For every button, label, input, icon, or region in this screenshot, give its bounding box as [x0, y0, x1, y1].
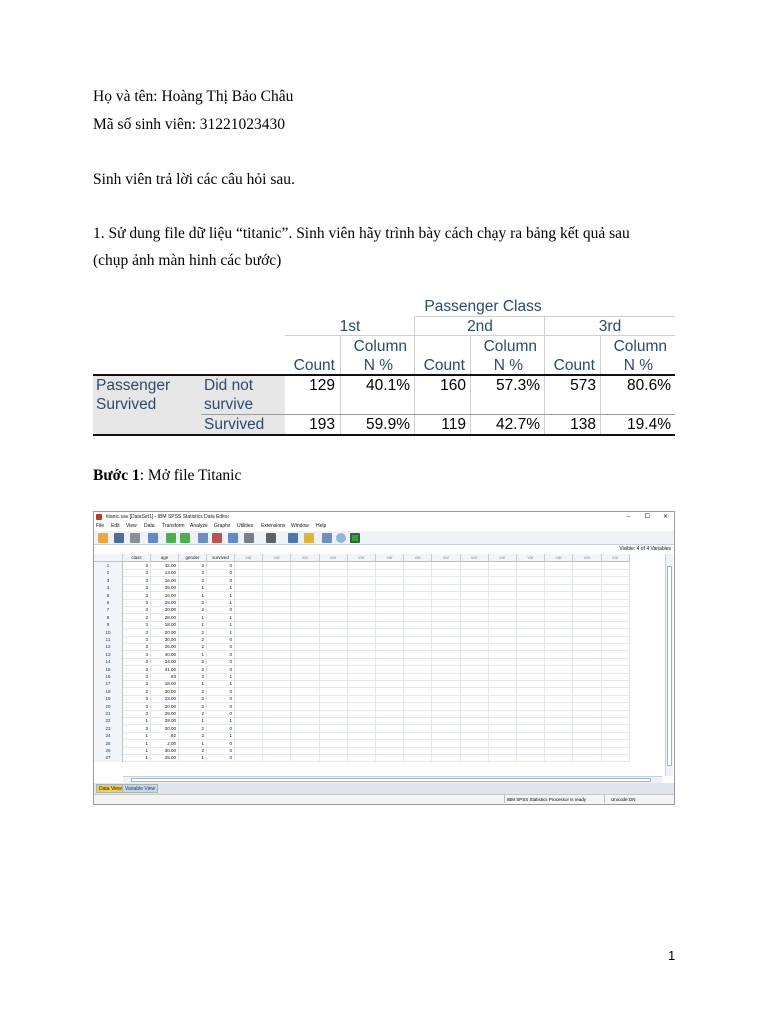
- tab-variable-view[interactable]: Variable View: [122, 784, 158, 793]
- data-cell-age[interactable]: 16.00: [164, 592, 176, 598]
- cell-r1-count-2nd: 160: [440, 377, 466, 394]
- row-number[interactable]: 18: [94, 688, 123, 695]
- data-cell-gender[interactable]: 1: [201, 622, 204, 628]
- row-number[interactable]: 10: [94, 629, 123, 636]
- cell-r2-count-2nd: 119: [441, 416, 466, 433]
- data-cell-gender[interactable]: 1: [201, 592, 204, 598]
- count-header-2: Count: [423, 357, 465, 374]
- status-unicode: Unicode:ON: [611, 797, 636, 802]
- student-name: Họ và tên: Hoàng Thị Bảo Châu: [93, 88, 294, 105]
- colpct-header-3b: N %: [623, 357, 653, 374]
- data-cell-age[interactable]: 30.00: [164, 725, 176, 731]
- column-header-empty-var[interactable]: var: [320, 554, 348, 562]
- variables-icon[interactable]: [228, 533, 238, 543]
- close-icon[interactable]: ✕: [663, 514, 669, 520]
- row-number[interactable]: 1: [94, 562, 123, 569]
- data-cell-gender[interactable]: 2: [201, 644, 204, 650]
- data-cell-gender[interactable]: 1: [201, 651, 204, 657]
- row-number[interactable]: 13: [94, 651, 123, 658]
- split-file-icon[interactable]: [304, 533, 314, 543]
- use-sets-icon[interactable]: [350, 533, 360, 543]
- data-cell-survived[interactable]: 1: [229, 629, 232, 635]
- data-cell-age[interactable]: 42.00: [164, 563, 176, 568]
- data-cell-age[interactable]: 26.00: [164, 644, 176, 650]
- data-cell-age[interactable]: 13.00: [164, 570, 176, 576]
- data-cell-class[interactable]: 1: [145, 718, 148, 724]
- column-header-empty-var[interactable]: var: [404, 554, 432, 562]
- data-cell-gender[interactable]: 2: [201, 696, 204, 702]
- data-cell-gender[interactable]: 2: [201, 688, 204, 694]
- row-number[interactable]: 11: [94, 636, 123, 643]
- data-cell-age[interactable]: 20.00: [164, 703, 176, 709]
- menu-graphs[interactable]: Graphs: [214, 523, 231, 529]
- row-var-label-2: Survived: [96, 396, 157, 413]
- data-cell-age[interactable]: 30.00: [164, 688, 176, 694]
- data-cell-survived[interactable]: 0: [229, 696, 232, 702]
- spss-app-icon: [96, 514, 102, 520]
- data-cell-gender[interactable]: 1: [201, 614, 204, 620]
- data-cell-class[interactable]: 3: [145, 703, 148, 709]
- question-1-line-2: (chụp ảnh màn hinh các bước): [93, 252, 282, 269]
- menu-file[interactable]: File: [96, 523, 105, 529]
- data-cell-class[interactable]: 3: [145, 644, 148, 650]
- colpct-header-2a: Column: [483, 338, 537, 355]
- column-header-empty-var[interactable]: var: [573, 554, 601, 562]
- count-header-3: Count: [553, 357, 595, 374]
- data-cell-survived[interactable]: 0: [229, 740, 232, 746]
- row-number[interactable]: 20: [94, 703, 123, 710]
- row-number[interactable]: 23: [94, 725, 123, 732]
- menu-data[interactable]: Data: [144, 523, 155, 529]
- class-2nd-label: 2nd: [467, 318, 493, 335]
- data-cell-class[interactable]: 3: [145, 629, 148, 635]
- spss-data-editor-screenshot: [93, 511, 675, 805]
- colpct-header-1b: N %: [363, 357, 393, 374]
- row-number[interactable]: 19: [94, 695, 123, 702]
- data-cell-class[interactable]: 3: [145, 607, 148, 613]
- column-header-empty-var[interactable]: var: [545, 554, 573, 562]
- data-cell-gender[interactable]: 2: [201, 600, 204, 605]
- vertical-scrollbar[interactable]: [665, 554, 673, 776]
- dialog-recall-icon[interactable]: [148, 533, 158, 543]
- toolbar: [94, 531, 674, 545]
- data-cell-age[interactable]: 25.00: [164, 755, 176, 761]
- column-header-empty-var[interactable]: var: [432, 554, 460, 562]
- step-1-label: Bước 1: [93, 467, 140, 484]
- data-cell-class[interactable]: 3: [145, 725, 148, 731]
- menubar: [94, 522, 674, 531]
- data-cell-class[interactable]: 3: [145, 585, 148, 591]
- data-cell-age[interactable]: 41.00: [164, 666, 176, 672]
- data-cell-age[interactable]: 35.00: [164, 585, 176, 591]
- data-cell-gender[interactable]: 2: [201, 637, 204, 642]
- insert-cases-icon[interactable]: [244, 533, 254, 543]
- data-cell-class[interactable]: 3: [145, 711, 148, 716]
- data-cell-class[interactable]: 3: [145, 563, 148, 568]
- data-cell-gender[interactable]: 2: [201, 659, 204, 665]
- data-cell-class[interactable]: 3: [145, 696, 148, 702]
- horizontal-scroll-thumb[interactable]: [131, 778, 651, 782]
- menu-window[interactable]: Window: [291, 523, 309, 529]
- data-cell-class[interactable]: 3: [145, 681, 148, 687]
- data-cell-class[interactable]: 3: [145, 659, 148, 665]
- data-cell-survived[interactable]: 0: [229, 570, 232, 576]
- colpct-header-1a: Column: [353, 338, 407, 355]
- data-cell-class[interactable]: 3: [145, 570, 148, 576]
- column-header-age[interactable]: age: [151, 554, 179, 562]
- data-cell-age[interactable]: 28.00: [164, 614, 176, 620]
- cell-r2-count-3rd: 138: [570, 416, 596, 433]
- row-number[interactable]: 24: [94, 732, 123, 739]
- undo-icon[interactable]: [166, 533, 176, 543]
- header-rule: [285, 335, 675, 336]
- row-number[interactable]: 16: [94, 673, 123, 680]
- row1-label-1: Did not: [204, 377, 254, 394]
- col-var-label: Passenger Class: [424, 298, 542, 315]
- column-header-survived[interactable]: survived: [207, 554, 235, 562]
- header-rule: [415, 316, 675, 317]
- menu-view[interactable]: View: [126, 523, 137, 529]
- data-cell-survived[interactable]: 1: [229, 600, 232, 605]
- data-cell-survived[interactable]: 0: [229, 666, 232, 672]
- cell-r2-pct-3rd: 19.4%: [627, 416, 671, 433]
- data-cell-class[interactable]: 3: [145, 666, 148, 672]
- data-cell-gender[interactable]: 2: [201, 563, 204, 568]
- column-header-empty-var[interactable]: var: [517, 554, 545, 562]
- data-cell-survived[interactable]: 0: [229, 755, 232, 761]
- data-cell-age[interactable]: 25.00: [164, 711, 176, 716]
- data-cell-age[interactable]: 30.00: [164, 637, 176, 642]
- goto-case-icon[interactable]: [198, 533, 208, 543]
- colpct-header-3a: Column: [613, 338, 667, 355]
- row-number[interactable]: 12: [94, 643, 123, 650]
- data-cell-survived[interactable]: 0: [229, 637, 232, 642]
- data-cell-age[interactable]: 20.00: [164, 629, 176, 635]
- data-cell-age[interactable]: 16.00: [164, 577, 176, 583]
- row-number[interactable]: 22: [94, 717, 123, 724]
- step-1-heading: [93, 466, 241, 486]
- row-number[interactable]: 2: [94, 569, 123, 576]
- data-cell-age[interactable]: 20.00: [164, 607, 176, 613]
- data-cell-gender[interactable]: 1: [201, 718, 204, 724]
- cell-r1-pct-3rd: 80.6%: [627, 377, 671, 394]
- column-header-empty-var[interactable]: var: [348, 554, 376, 562]
- data-cell-survived[interactable]: 0: [229, 725, 232, 731]
- cell-r2-pct-2nd: 42.7%: [496, 416, 540, 433]
- crosstab-table: [93, 296, 675, 436]
- open-icon[interactable]: [98, 533, 108, 543]
- data-cell-survived[interactable]: 1: [229, 592, 232, 598]
- column-header-empty-var[interactable]: var: [461, 554, 489, 562]
- visible-variables-label: Visible: 4 of 4 Variables: [619, 546, 671, 552]
- cell-r2-pct-1st: 59.9%: [366, 416, 410, 433]
- data-cell-age[interactable]: 18.00: [164, 622, 176, 628]
- data-cell-class[interactable]: 1: [145, 740, 148, 746]
- data-cell-survived[interactable]: 1: [229, 733, 232, 739]
- data-cell-gender[interactable]: 1: [201, 740, 204, 746]
- data-cell-age[interactable]: .92: [169, 733, 176, 739]
- data-cell-class[interactable]: 3: [145, 651, 148, 657]
- row-number[interactable]: 15: [94, 666, 123, 673]
- row2-label: Survived: [204, 416, 265, 433]
- window-title: titanic.sav [DataSet1] - IBM SPSS Statistics Data Editor: [106, 514, 230, 520]
- menu-edit[interactable]: Edit: [111, 523, 120, 529]
- data-cell-age[interactable]: 23.00: [164, 696, 176, 702]
- goto-variable-icon[interactable]: [212, 533, 222, 543]
- data-cell-class[interactable]: 1: [145, 733, 148, 739]
- student-id: Mã số sinh viên: 31221023430: [93, 116, 286, 133]
- data-cell-age[interactable]: 24.00: [164, 659, 176, 665]
- data-cell-survived[interactable]: 0: [229, 711, 232, 716]
- save-icon[interactable]: [114, 533, 124, 543]
- data-cell-gender[interactable]: 2: [201, 629, 204, 635]
- data-cell-survived[interactable]: 1: [229, 585, 232, 591]
- data-cell-gender[interactable]: 2: [201, 703, 204, 709]
- data-cell-age[interactable]: .83: [169, 674, 176, 679]
- column-header-gender[interactable]: gender: [179, 554, 207, 562]
- data-cell-class[interactable]: 3: [145, 674, 148, 679]
- data-cell-survived[interactable]: 1: [229, 718, 232, 724]
- data-cell-age[interactable]: 29.00: [164, 718, 176, 724]
- menu-utilities[interactable]: Utilities: [237, 523, 254, 529]
- row-number[interactable]: 6: [94, 599, 123, 606]
- redo-icon[interactable]: [180, 533, 190, 543]
- cell-r1-count-3rd: 573: [570, 377, 596, 394]
- data-cell-gender[interactable]: 2: [201, 570, 204, 576]
- maximize-icon[interactable]: ⧠: [645, 514, 650, 520]
- data-cell-survived[interactable]: 0: [229, 688, 232, 694]
- instruction: Sinh viên trả lời các câu hỏi sau.: [93, 171, 295, 188]
- grid-row-line: [123, 761, 630, 762]
- data-cell-class[interactable]: 2: [145, 614, 148, 620]
- column-header-empty-var[interactable]: var: [291, 554, 319, 562]
- data-cell-survived[interactable]: 1: [229, 614, 232, 620]
- count-header-1: Count: [293, 357, 335, 374]
- data-cell-class[interactable]: 3: [145, 622, 148, 628]
- row-number[interactable]: 26: [94, 747, 123, 754]
- data-cell-gender[interactable]: 2: [201, 748, 204, 753]
- data-cell-survived[interactable]: 1: [229, 674, 232, 679]
- data-cell-gender[interactable]: 2: [201, 674, 204, 679]
- data-cell-survived[interactable]: 1: [229, 622, 232, 628]
- vertical-scroll-thumb[interactable]: [667, 566, 672, 766]
- column-header-class[interactable]: class: [123, 554, 151, 562]
- row-number[interactable]: 25: [94, 740, 123, 747]
- class-3rd-label: 3rd: [598, 318, 622, 335]
- data-cell-survived[interactable]: 1: [229, 681, 232, 687]
- data-cell-gender[interactable]: 2: [201, 577, 204, 583]
- row-number[interactable]: 9: [94, 621, 123, 628]
- data-cell-gender[interactable]: 1: [201, 681, 204, 687]
- menu-analyze[interactable]: Analyze: [190, 523, 208, 529]
- data-cell-gender[interactable]: 2: [201, 711, 204, 716]
- cell-r1-count-1st: 129: [309, 377, 335, 394]
- row-number[interactable]: 8: [94, 614, 123, 621]
- data-cell-age[interactable]: 30.00: [164, 748, 176, 753]
- data-cell-gender[interactable]: 1: [201, 585, 204, 591]
- row-number[interactable]: 5: [94, 592, 123, 599]
- data-cell-gender[interactable]: 1: [201, 755, 204, 761]
- column-header-empty-var[interactable]: var: [235, 554, 263, 562]
- data-cell-gender[interactable]: 2: [201, 725, 204, 731]
- data-cell-class[interactable]: 3: [145, 577, 148, 583]
- data-cell-survived[interactable]: 0: [229, 748, 232, 753]
- cell-r2-count-1st: 193: [309, 416, 335, 433]
- find-icon[interactable]: [266, 533, 276, 543]
- print-icon[interactable]: [130, 533, 140, 543]
- data-cell-age[interactable]: 18.00: [164, 681, 176, 687]
- colpct-header-2b: N %: [493, 357, 523, 374]
- data-cell-age[interactable]: 2.00: [167, 740, 176, 746]
- row-number[interactable]: 3: [94, 577, 123, 584]
- row1-label-2: survive: [204, 396, 254, 413]
- table-bottom-rule: [93, 434, 675, 436]
- row-number[interactable]: 4: [94, 584, 123, 591]
- data-cell-gender[interactable]: 2: [201, 666, 204, 672]
- menu-help[interactable]: Help: [316, 523, 327, 529]
- weight-cases-icon[interactable]: [322, 533, 332, 543]
- horizontal-scrollbar[interactable]: [123, 776, 662, 783]
- view-tabs: [94, 783, 674, 794]
- row-number[interactable]: 27: [94, 754, 123, 761]
- status-separator: [604, 795, 605, 803]
- minimize-icon[interactable]: –: [627, 514, 631, 520]
- data-cell-survived[interactable]: 0: [229, 644, 232, 650]
- data-cell-age[interactable]: 25.00: [164, 600, 176, 605]
- question-1-line-1: 1. Sử dung file dữ liệu “titanic”. Sinh viên hãy trình bày cách chạy ra bảng kết quả sau: [93, 225, 630, 242]
- value-labels-icon[interactable]: [336, 533, 346, 543]
- class-1st-label: 1st: [339, 318, 361, 335]
- data-cell-class[interactable]: 2: [145, 688, 148, 694]
- data-cell-gender[interactable]: 2: [201, 607, 204, 613]
- insert-variable-icon[interactable]: [288, 533, 298, 543]
- column-header-empty-var[interactable]: var: [376, 554, 404, 562]
- cell-r1-pct-2nd: 57.3%: [496, 377, 540, 394]
- data-cell-gender[interactable]: 2: [201, 733, 204, 739]
- status-separator: [504, 795, 505, 803]
- data-cell-class[interactable]: 3: [145, 637, 148, 642]
- step-1-text: : Mở file Titanic: [139, 467, 242, 484]
- column-header-empty-var[interactable]: var: [263, 554, 291, 562]
- row-number[interactable]: 21: [94, 710, 123, 717]
- row-var-label-1: Passenger: [96, 377, 171, 394]
- data-cell-survived[interactable]: 0: [229, 659, 232, 665]
- data-cell-survived[interactable]: 0: [229, 703, 232, 709]
- row-number[interactable]: 7: [94, 606, 123, 613]
- cell-r1-pct-1st: 40.1%: [366, 377, 410, 394]
- menu-transform[interactable]: Transform: [162, 523, 185, 529]
- row-number[interactable]: 17: [94, 680, 123, 687]
- menu-extensions[interactable]: Extensions: [261, 523, 286, 529]
- data-cell-survived[interactable]: 0: [229, 577, 232, 583]
- window-titlebar: [94, 512, 674, 522]
- data-cell-class[interactable]: 3: [145, 592, 148, 598]
- grid-corner: [94, 554, 123, 562]
- data-cell-class[interactable]: 1: [145, 748, 148, 753]
- data-cell-survived[interactable]: 0: [229, 651, 232, 657]
- data-cell-class[interactable]: 1: [145, 755, 148, 761]
- column-header-empty-var[interactable]: var: [489, 554, 517, 562]
- tab-data-view[interactable]: Data View: [96, 784, 125, 793]
- column-header-empty-var[interactable]: var: [602, 554, 630, 562]
- data-cell-survived[interactable]: 0: [229, 563, 232, 568]
- status-bar: [94, 794, 674, 804]
- status-processor: IBM SPSS Statistics Processor is ready: [507, 797, 587, 802]
- data-cell-age[interactable]: 40.00: [164, 651, 176, 657]
- data-cell-class[interactable]: 3: [145, 600, 148, 605]
- data-grid[interactable]: [94, 554, 662, 776]
- page-number: 1: [668, 948, 676, 963]
- row-number[interactable]: 14: [94, 658, 123, 665]
- data-cell-survived[interactable]: 0: [229, 607, 232, 613]
